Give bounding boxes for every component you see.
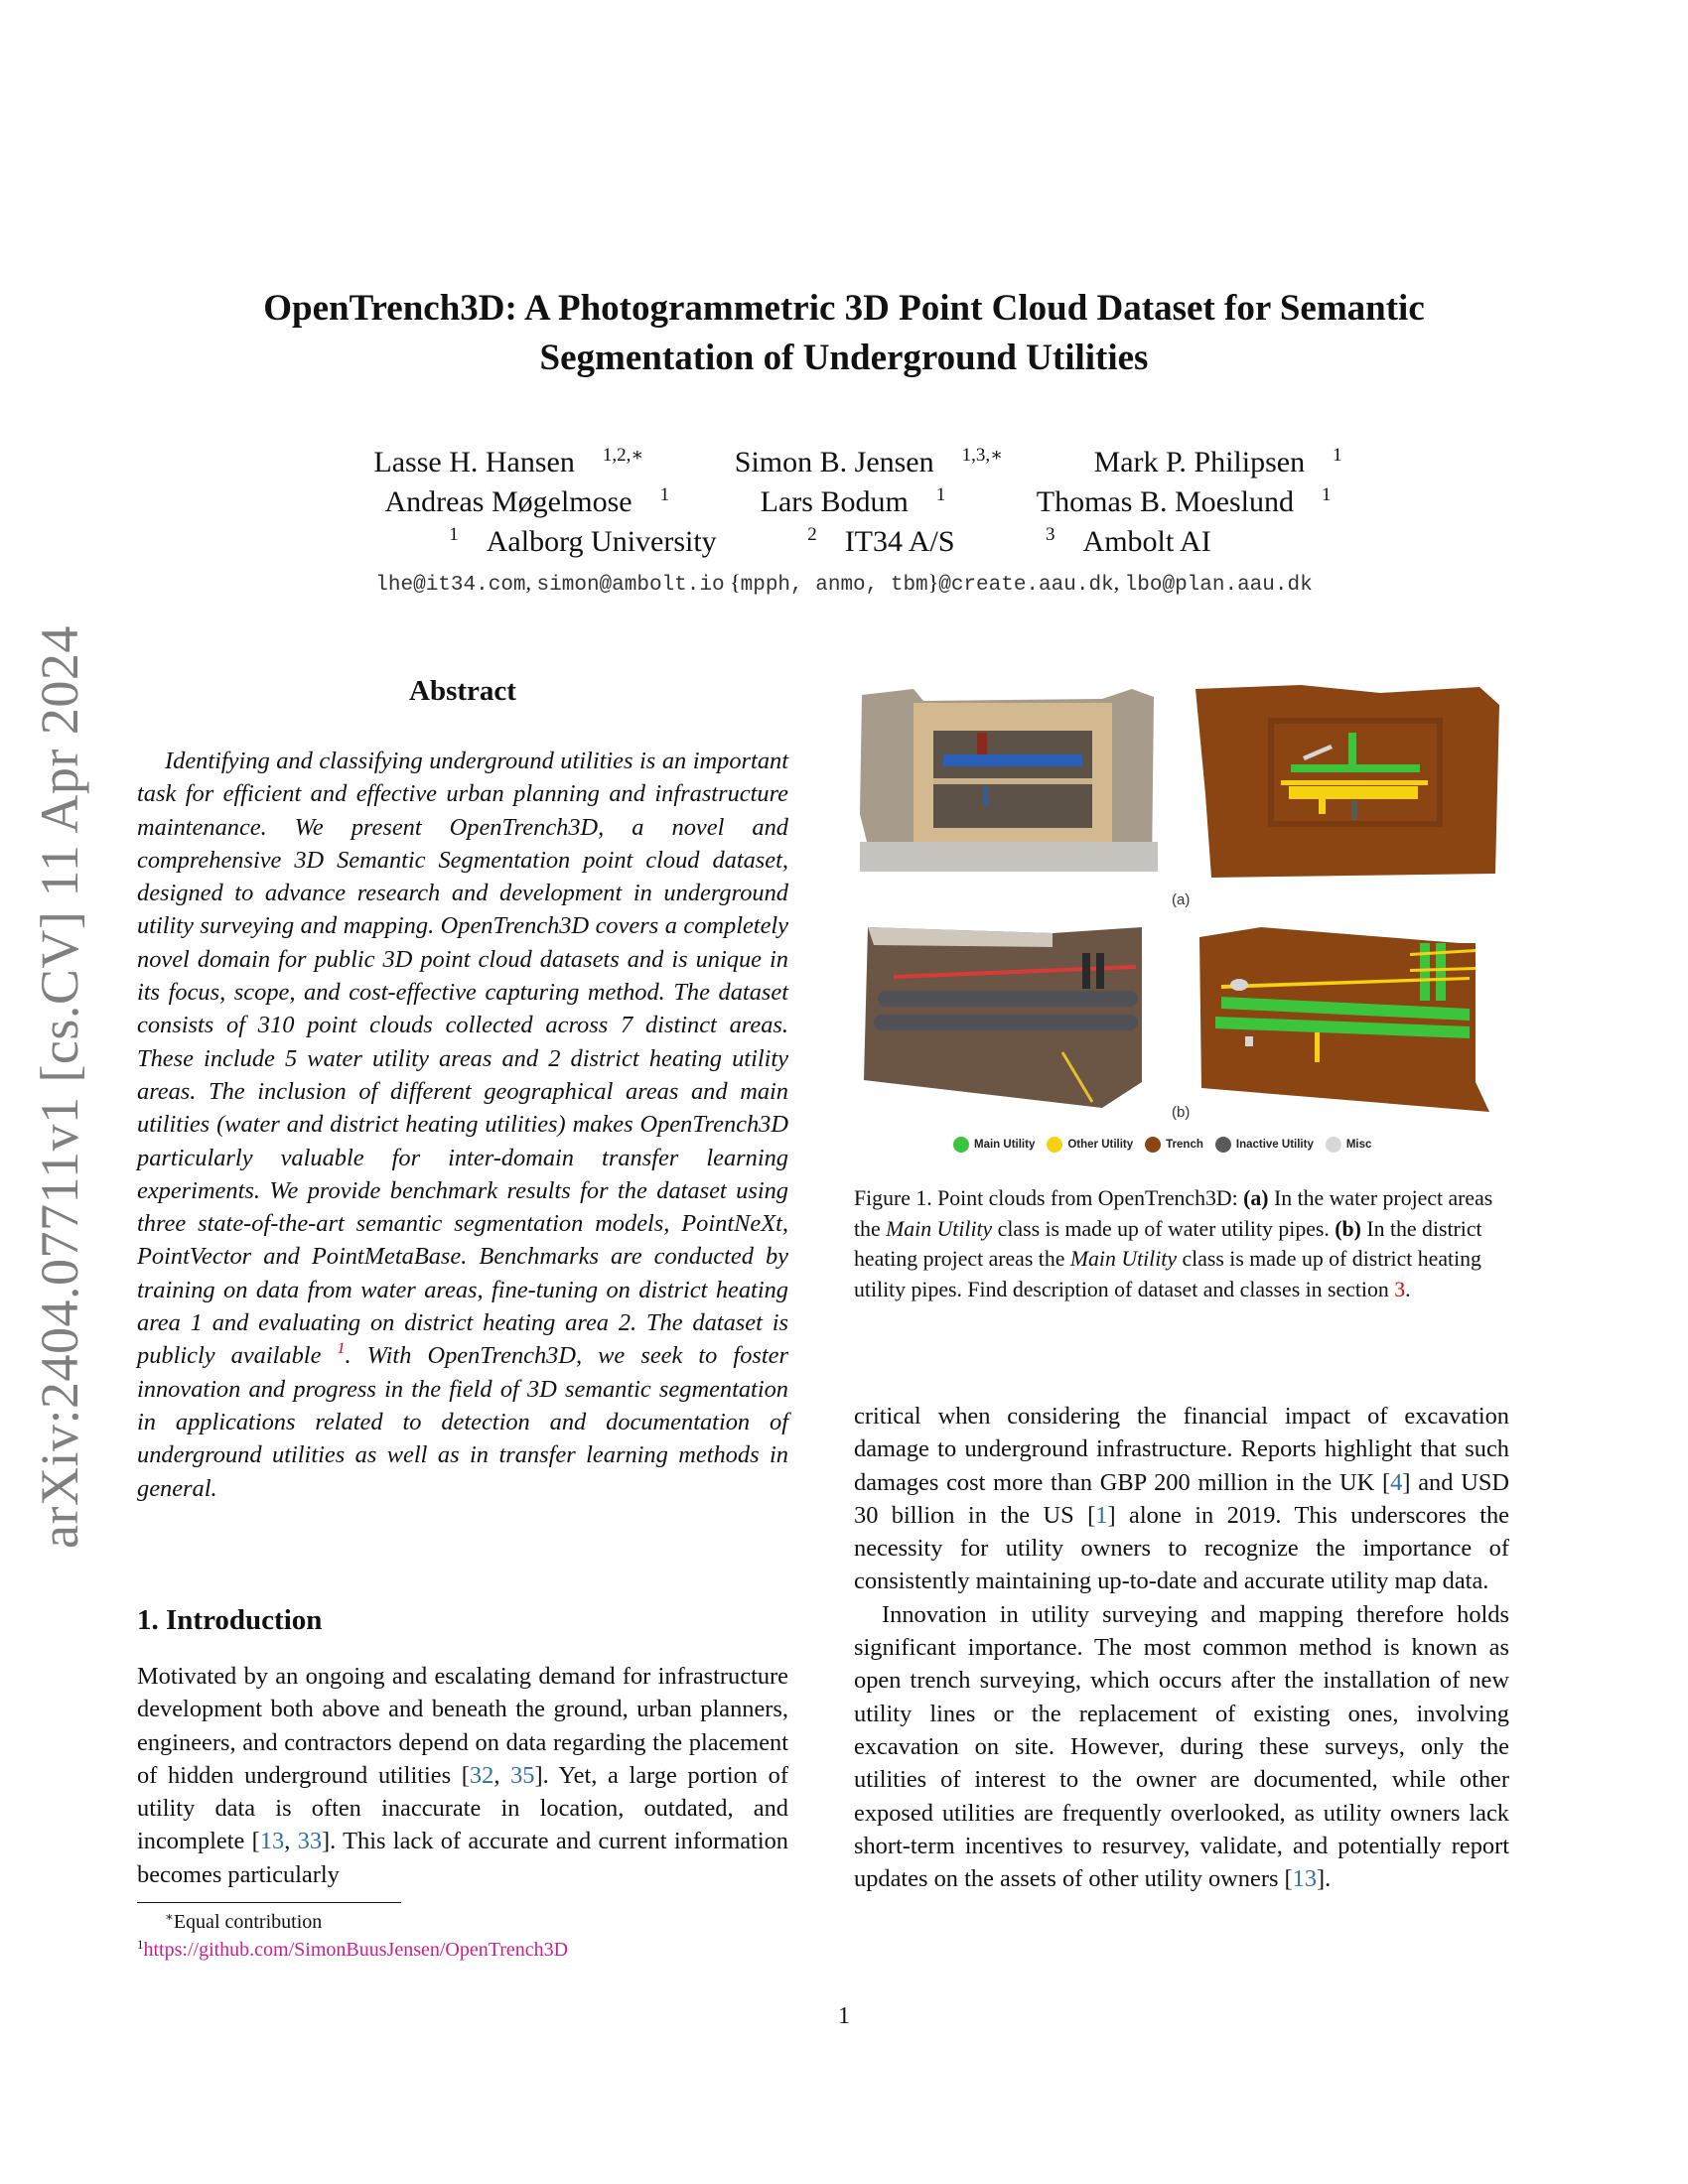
subfigure-label-a: (a): [1172, 891, 1191, 908]
figure-caption: Figure 1. Point clouds from OpenTrench3D: (a) In the water project areas the Main Utility class is made up of water utility pipes. (b) In the district heating project areas the Main Utility class is made up of district heating utility pipes. Find description of dataset and classes in section 3.: [854, 1186, 1493, 1301]
citation-link[interactable]: 32: [469, 1761, 494, 1789]
email: lbo@plan.aau.dk: [1124, 574, 1313, 597]
github-link[interactable]: https://github.com/SimonBuusJensen/OpenTrench3D: [143, 1939, 569, 1961]
introduction-paragraph-1-continued: critical when considering the financial impact of excavation damage to underground infrastructure. Reports highlight that such damages cost more than GBP 200 million in the UK [4] and USD 30 billion in the US [1] alone in 2019. This underscores the necessity for utility owners to recognize the importance of consistently maintaining up-to-date and accurate utility map data.: [854, 1403, 1510, 1595]
abstract-text: Identifying and classifying underground utilities is an important task for efficient and effective urban planning and infrastructure maintenance. We present OpenTrench3D, a novel and comprehensive 3D Semantic Segmentation point cloud dataset, designed to advance research and development in underground utility surveying and mapping. OpenTrench3D covers a completely novel domain for public 3D point cloud datasets and is unique in its focus, scope, and cost-effective capturing method. The dataset consists of 310 point clouds collected across 7 distinct areas. These include 5 water utility areas and 2 district heating utility areas. The inclusion of different geographical areas and main utilities (water and district heating utilities) makes OpenTrench3D particularly valuable for inter-domain transfer learning experiments. We provide benchmark results for the dataset using three state-of-the-art semantic segmentation models, PointNeXt, PointVector and PointMetaBase. Benchmarks are conducted by training on data from water areas, fine-tuning on district heating area 1 and evaluating on district heating area 2. The dataset is publicly available $^1$. With OpenTrench3D, we seek to foster innovation and progress in the field of 3D semantic segmentation in applications related to detection and documentation of underground utilities as well as in transfer learning methods in general.: [137, 748, 788, 1502]
author: Andreas Møgelmose $^1$: [384, 484, 670, 518]
legend-item-inactive-utility: Inactive Utility: [1215, 1137, 1314, 1153]
author: Thomas B. Moeslund $^1$: [1036, 484, 1332, 518]
author: Simon B. Jensen $^{1,3,∗}$: [734, 445, 1004, 478]
citation-link[interactable]: 1: [1095, 1501, 1108, 1529]
section-ref-link[interactable]: 3: [1394, 1277, 1406, 1301]
author-row-2: [149, 482, 1539, 522]
footnote-equal-contribution: ∗Equal contribution: [165, 1909, 323, 1933]
affiliation: $^2$ IT34 A/S: [807, 524, 955, 558]
author: Lasse H. Hansen $^{1,2,∗}$: [373, 445, 644, 478]
introduction-paragraph-1: Motivated by an ongoing and escalating demand for infrastructure development both above and beneath the ground, urban planners, engineers, and contractors depend on data regarding the placement of hidden underground utilities [32, 35]. Yet, a large portion of utility data is often inaccurate in location, outdated, and incomplete [13, 33]. This lack of accurate and current information becomes particularly: [137, 1663, 788, 1888]
author-block: [149, 443, 1539, 562]
affiliations: [149, 522, 1539, 562]
citation-link[interactable]: 13: [1292, 1865, 1318, 1893]
legend-dot-icon: [1326, 1137, 1341, 1153]
legend-item-misc: Misc: [1326, 1137, 1372, 1153]
footnote-divider: [137, 1902, 401, 1903]
heating-trench-photo: [854, 913, 1172, 1112]
introduction-continued: [854, 1400, 1509, 1895]
author-row-1: [149, 443, 1539, 482]
footnote-repo-link: $^1$https://github.com/SimonBuusJensen/OpenTrench3D: [137, 1937, 569, 1961]
legend-item-trench: Trench: [1145, 1137, 1203, 1153]
author: Lars Bodum $^1$: [760, 484, 946, 518]
legend-item-main-utility: Main Utility: [953, 1137, 1035, 1153]
email: @create.aau.dk: [938, 574, 1114, 597]
legend-dot-icon: [1047, 1137, 1062, 1153]
citation-link[interactable]: 33: [297, 1828, 323, 1855]
introduction-heading: 1. Introduction: [137, 1604, 323, 1636]
water-trench-segmented: [1182, 675, 1509, 884]
citation-link[interactable]: 13: [259, 1828, 285, 1855]
figure-1: [854, 675, 1509, 1171]
subfigure-label-b: (b): [1172, 1104, 1191, 1121]
email: lhe@it34.com: [375, 574, 526, 597]
introduction-paragraph-2: Innovation in utility surveying and mapping therefore holds significant importance. The most common method is known as open trench surveying, which occurs after the installation of new utility lines or the replacement of existing ones, involving excavation on site. However, during these surveys, only the utilities of interest to the owner are documented, while other exposed utilities are frequently overlooked, as utility owners lack short-term incentives to resurvey, validate, and potentially report updates on the assets of other utility owners [13].: [854, 1600, 1509, 1893]
author-emails: lhe@it34.com, simon@ambolt.io {mpph, anmo, tbm}@create.aau.dk, lbo@plan.aau.dk: [375, 570, 1313, 597]
abstract-heading: Abstract: [409, 675, 516, 707]
heating-trench-segmented: [1182, 913, 1509, 1112]
footnote-ref-link[interactable]: 1: [337, 1340, 346, 1358]
legend-dot-icon: [1215, 1137, 1231, 1153]
figure-legend: [953, 1137, 1383, 1153]
email: simon@ambolt.io: [536, 574, 725, 597]
title-line-2: Segmentation of Underground Utilities: [539, 338, 1149, 378]
legend-dot-icon: [953, 1137, 969, 1153]
title-line-1: OpenTrench3D: A Photogrammetric 3D Point Cloud Dataset for Semantic: [263, 288, 1425, 329]
legend-dot-icon: [1145, 1137, 1161, 1153]
affiliation: $^3$ Ambolt AI: [1046, 524, 1211, 558]
water-trench-photo: [854, 675, 1172, 874]
page-number: 1: [838, 2003, 850, 2029]
author: Mark P. Philipsen $^1$: [1093, 445, 1342, 478]
paper-title: [149, 284, 1539, 383]
citation-link[interactable]: 4: [1390, 1468, 1403, 1496]
legend-item-other-utility: Other Utility: [1047, 1137, 1133, 1153]
arxiv-stamp: arXiv:2404.07711v1 [cs.CV] 11 Apr 2024: [30, 625, 89, 1549]
footnotes: [137, 1908, 788, 1964]
citation-link[interactable]: 35: [510, 1761, 535, 1789]
affiliation: $^1$ Aalborg University: [449, 524, 717, 558]
